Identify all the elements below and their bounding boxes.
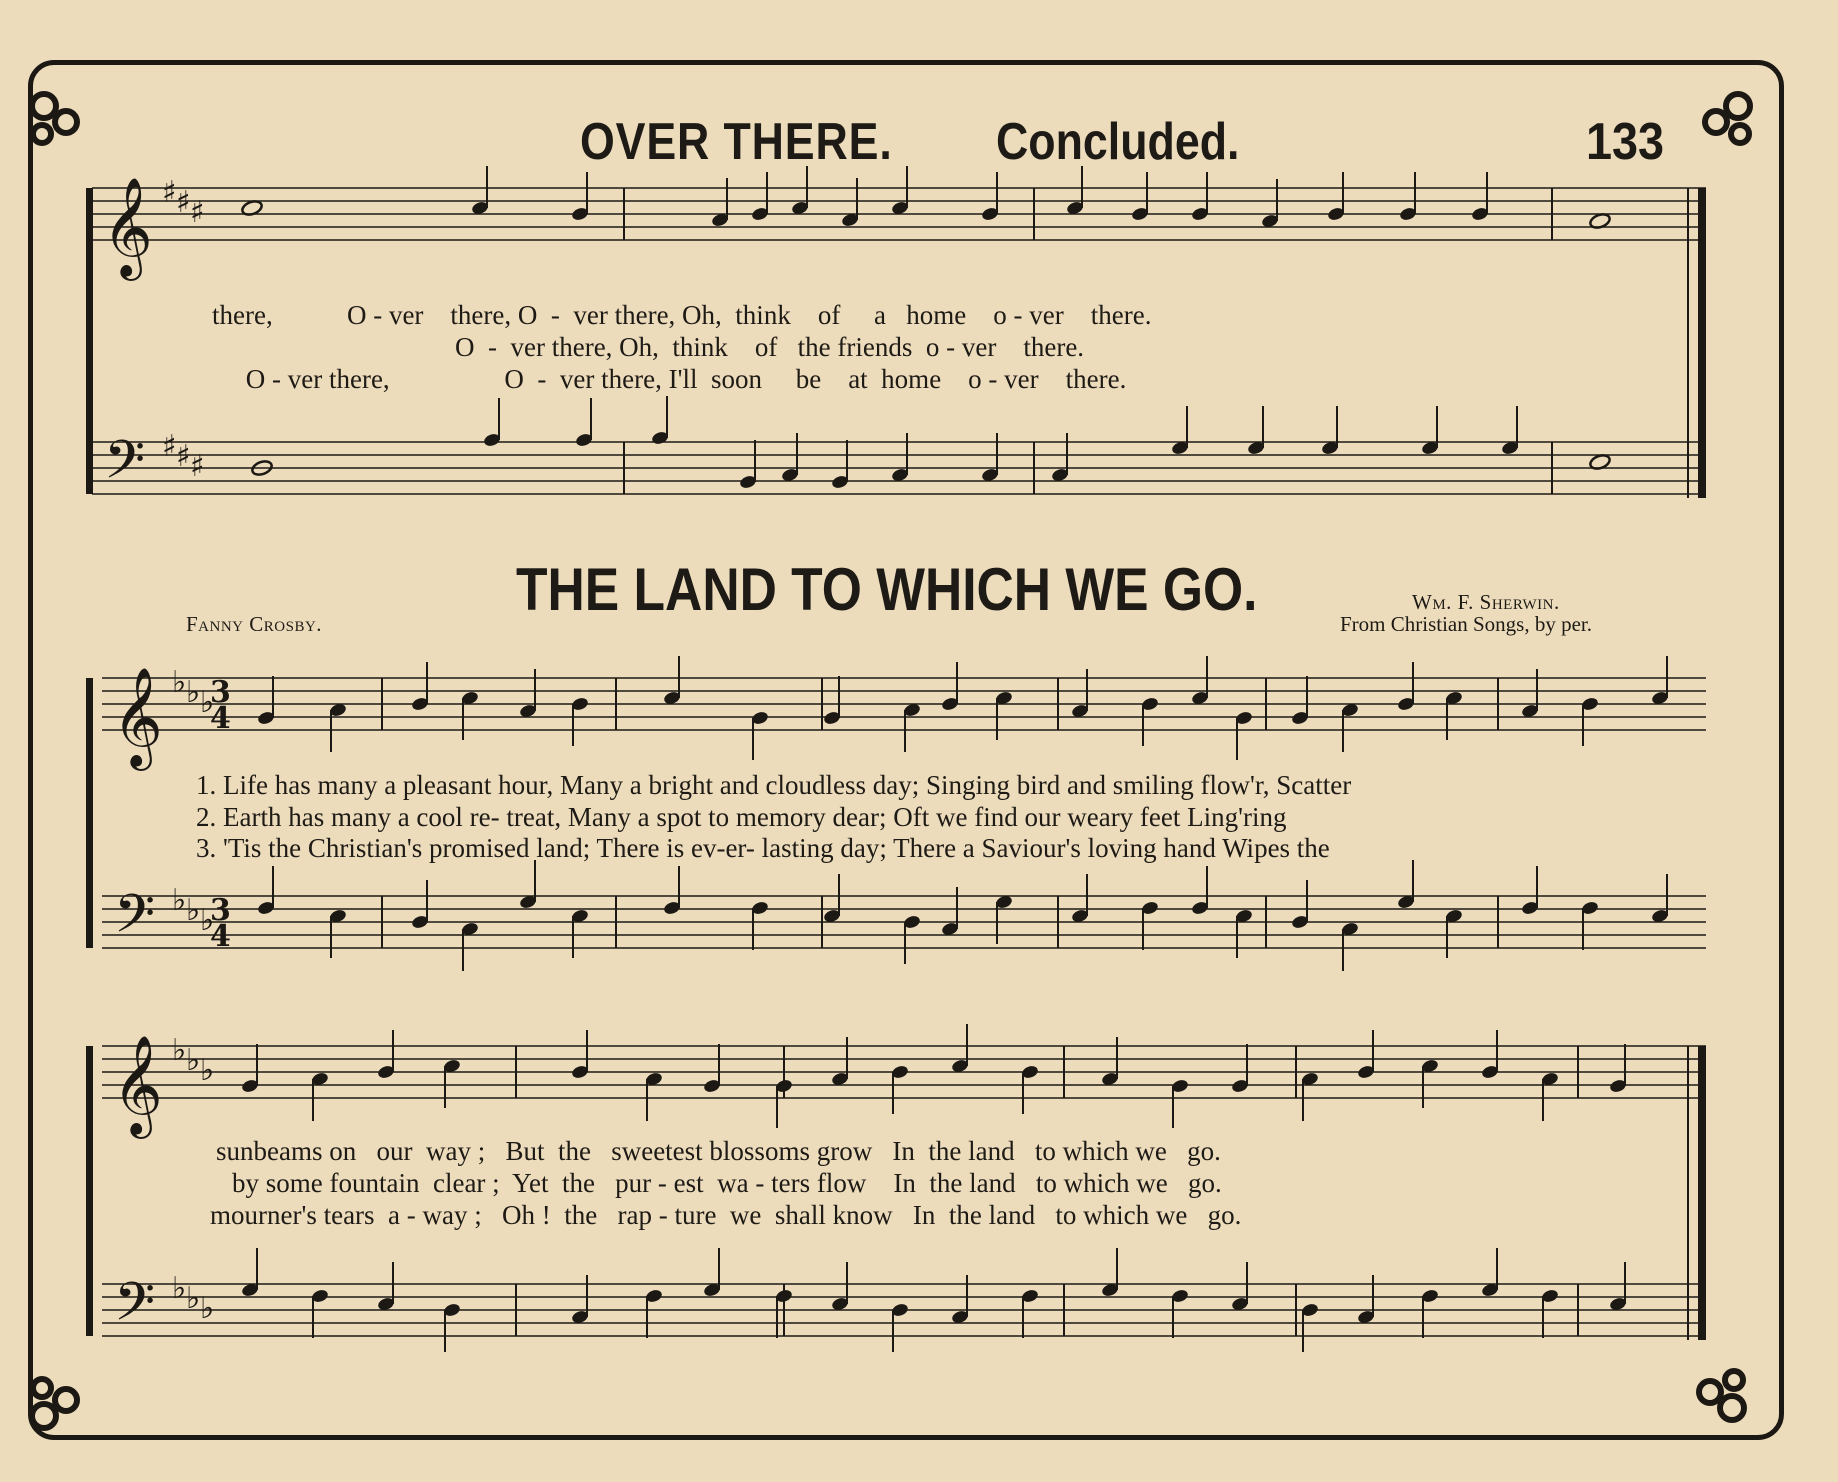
land-bass-2-key-signature: ♭ xyxy=(186,1281,201,1316)
system-bracket xyxy=(86,188,93,494)
over-there-lyric-1: there, O - ver there, O - ver there, Oh, think of a home o - ver there. xyxy=(212,300,1152,330)
land-treble-1-key-signature: ♭ xyxy=(200,685,215,720)
land-verse-1-line-1: 1. Life has many a pleasant hour, Many a bright and cloudless day; Singing bird and smiling flow'r, Scatter xyxy=(196,770,1352,800)
over-there-treble-key-signature: ♯ xyxy=(190,195,205,230)
land-treble-2-clef: 𝄞 xyxy=(112,1035,163,1135)
composer-credit: Wm. F. Sherwin. xyxy=(1412,590,1560,614)
land-treble-1-time-sig-bottom: 4 xyxy=(210,701,231,736)
page-number: 133 xyxy=(1586,113,1665,171)
song-title-concluded: Concluded. xyxy=(996,113,1240,171)
land-bass-1-key-signature: ♭ xyxy=(186,893,201,928)
land-treble-1-key-signature: ♭ xyxy=(172,665,187,700)
land-bass-1-time-sig-bottom: 4 xyxy=(210,919,231,954)
land-treble-2-key-signature: ♭ xyxy=(186,1043,201,1078)
source-credit: From Christian Songs, by per. xyxy=(1340,612,1593,636)
land-bass-2-key-signature: ♭ xyxy=(172,1271,187,1306)
land-treble-1-clef: 𝄞 xyxy=(112,667,163,767)
land-treble-1-key-signature: ♭ xyxy=(186,675,201,710)
land-bass-2-clef: 𝄢 xyxy=(114,1272,156,1346)
final-barline xyxy=(1698,188,1706,498)
over-there-bass-key-signature: ♯ xyxy=(162,429,177,464)
land-bass-1-time-sig-top: 3 xyxy=(210,893,231,928)
land-verse-3-line-1: 3. 'Tis the Christian's promised land; There is ev-er- lasting day; There a Saviour's loving hand Wipes the xyxy=(196,833,1330,863)
over-there-lyric-2: O - ver there, Oh, think of the friends o - ver there. xyxy=(212,332,1085,362)
system-bracket xyxy=(86,1046,93,1336)
system-bracket xyxy=(86,678,93,948)
land-verse-3-line-2: mourner's tears a - way ; Oh ! the rap - ture we shall know In the land to which we go. xyxy=(210,1200,1242,1230)
over-there-treble-key-signature: ♯ xyxy=(162,175,177,210)
final-barline xyxy=(1698,1046,1706,1340)
over-there-treble-clef: 𝄞 xyxy=(102,177,153,277)
over-there-lyric-3: O - ver there, O - ver there, I'll soon be at home o - ver there. xyxy=(212,364,1127,394)
land-bass-1-key-signature: ♭ xyxy=(172,883,187,918)
land-bass-2-key-signature: ♭ xyxy=(200,1291,215,1326)
land-treble-1-time-sig-top: 3 xyxy=(210,675,231,710)
author-credit: Fanny Crosby. xyxy=(186,612,323,636)
over-there-treble-key-signature: ♯ xyxy=(176,185,191,220)
land-bass-1-key-signature: ♭ xyxy=(200,903,215,938)
over-there-bass-key-signature: ♯ xyxy=(190,449,205,484)
land-verse-2-line-2: by some fountain clear ; Yet the pur - est wa - ters flow In the land to which we go. xyxy=(232,1168,1222,1198)
song-title-over-there: OVER THERE. xyxy=(580,113,893,171)
over-there-bass-key-signature: ♯ xyxy=(176,439,191,474)
land-treble-2-key-signature: ♭ xyxy=(200,1053,215,1088)
land-treble-2-key-signature: ♭ xyxy=(172,1033,187,1068)
song-title-land: THE LAND TO WHICH WE GO. xyxy=(516,556,1258,623)
land-bass-1-clef: 𝄢 xyxy=(114,884,156,958)
land-verse-2-line-1: 2. Earth has many a cool re- treat, Many a spot to memory dear; Oft we find our weary feet Ling'ring xyxy=(196,802,1287,832)
over-there-bass-clef: 𝄢 xyxy=(104,430,146,504)
land-verse-1-line-2: sunbeams on our way ; But the sweetest blossoms grow In the land to which we go. xyxy=(216,1136,1221,1166)
